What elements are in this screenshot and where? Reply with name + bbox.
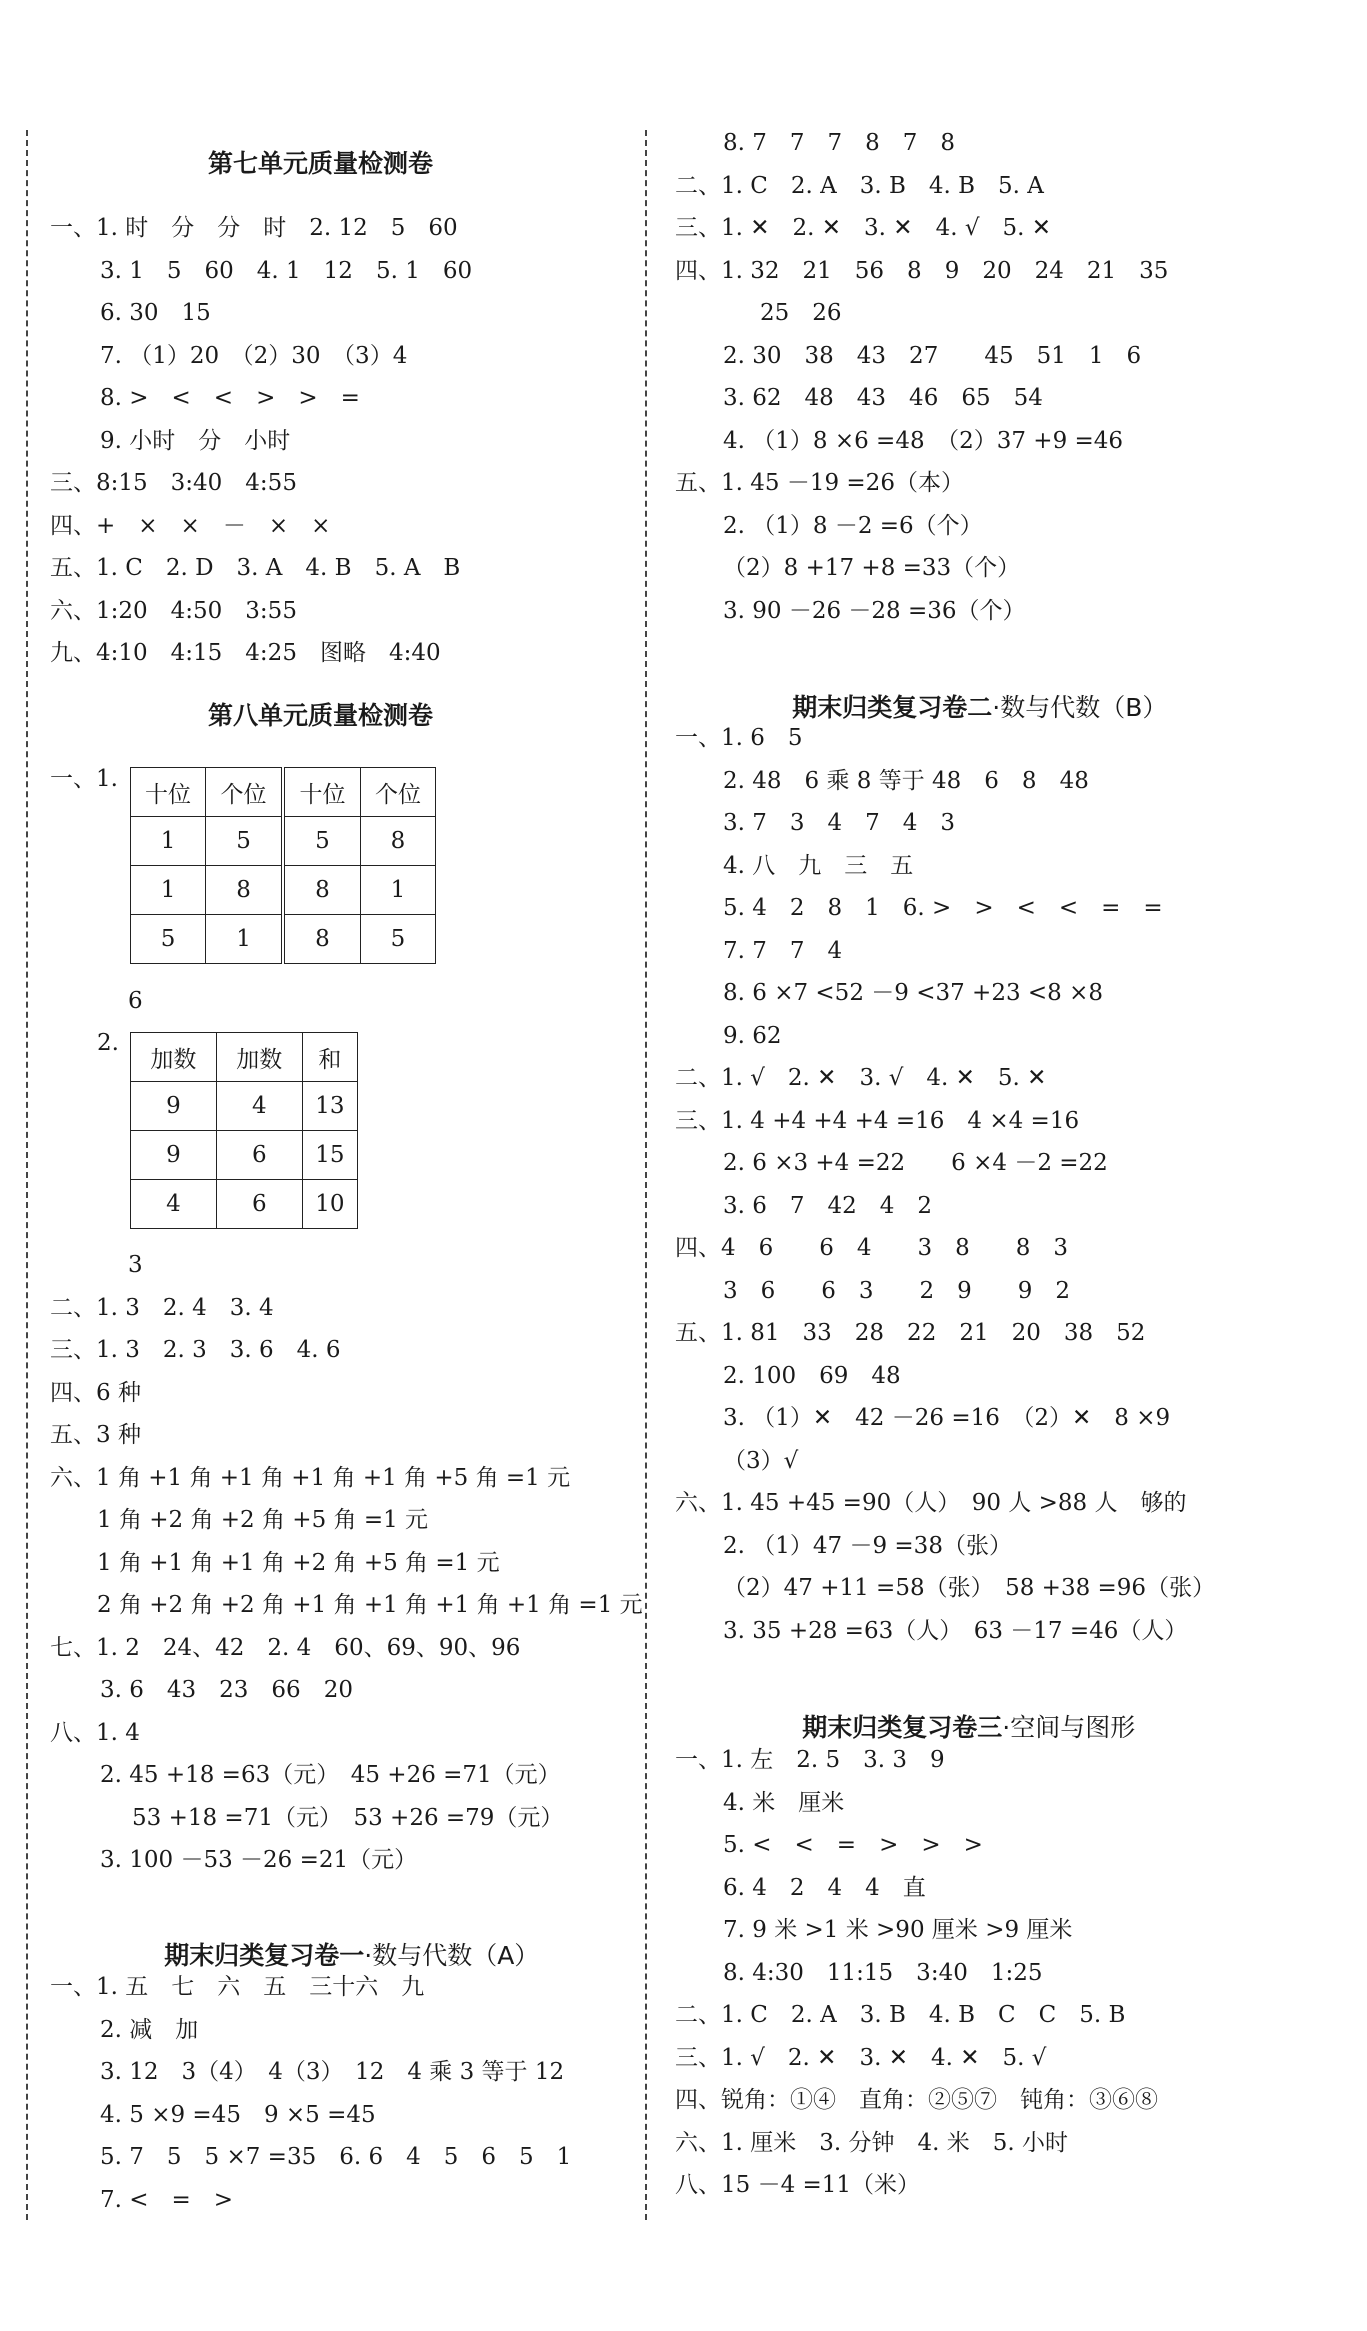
unit7-line: 6. 30 15 <box>100 300 211 326</box>
cont-line: 五、1. 45 －19 =26（本） <box>675 470 964 496</box>
review2-line: （2）47 +11 =58（张） 58 +38 =96（张） <box>723 1575 1216 1601</box>
table-cell: 4 <box>216 1082 302 1131</box>
review2-line: 四、4 6 6 4 3 8 8 3 <box>675 1235 1069 1261</box>
table-cell: 1 <box>360 866 435 915</box>
unit8-q1-label: 一、1. <box>50 766 118 792</box>
table-cell: 8 <box>360 817 435 866</box>
table-cell: 1 <box>206 915 283 964</box>
unit7-line: 7. （1）20 （2）30 （3）4 <box>100 343 408 369</box>
cont-line: 25 26 <box>760 300 842 326</box>
unit8-line: 六、1 角 +1 角 +1 角 +1 角 +1 角 +5 角 =1 元 <box>50 1465 571 1491</box>
review2-line: 六、1. 45 +45 =90（人） 90 人 >88 人 够的 <box>675 1490 1187 1516</box>
cont-line: 4. （1）8 ×6 =48 （2）37 +9 =46 <box>723 428 1124 454</box>
review3-line: 一、1. 左 2. 5 3. 3 9 <box>675 1747 945 1773</box>
table-cell: 9 <box>131 1082 217 1131</box>
table-row <box>131 915 436 964</box>
unit7-line: 三、8:15 3:40 4:55 <box>50 470 297 496</box>
table-cell: 1 <box>131 866 206 915</box>
review2-line: 2. （1）47 －9 =38（张） <box>723 1533 1012 1559</box>
unit8-title: 第八单元质量检测卷 <box>208 701 434 730</box>
table-cell: 5 <box>283 817 360 866</box>
cont-line: 2. 30 38 43 27 45 51 1 6 <box>723 343 1142 369</box>
unit7-line: 3. 1 5 60 4. 1 12 5. 1 60 <box>100 258 473 284</box>
review3-line: 八、15 －4 =11（米） <box>675 2172 921 2198</box>
review2-line: 9. 62 <box>723 1023 782 1049</box>
addition-table <box>130 1032 358 1229</box>
unit8-line: 八、1. 4 <box>50 1720 140 1746</box>
unit8-line: 2. 45 +18 =63（元） 45 +26 =71（元） <box>100 1762 561 1788</box>
table-header: 加数 <box>216 1033 302 1082</box>
review3-line: 7. 9 米 >1 米 >90 厘米 >9 厘米 <box>723 1917 1073 1943</box>
table-cell: 5 <box>206 817 283 866</box>
review1-title-main: 期末归类复习卷一 <box>164 1941 365 1970</box>
review2-line: 7. 7 7 4 <box>723 938 843 964</box>
cont-line: 四、1. 32 21 56 8 9 20 24 21 35 <box>675 258 1169 284</box>
review3-title-main: 期末归类复习卷三 <box>802 1713 1003 1742</box>
review2-title <box>740 660 1167 756</box>
unit8-line: 1 角 +1 角 +1 角 +2 角 +5 角 =1 元 <box>97 1550 500 1576</box>
review1-line: 5. 7 5 5 ×7 =35 6. 6 4 5 6 5 1 <box>100 2144 572 2170</box>
cont-line: 3. 62 48 43 46 65 54 <box>723 385 1043 411</box>
review2-line: 8. 6 ×7 <52 －9 <37 +23 <8 ×8 <box>723 980 1104 1006</box>
review2-line: （3）√ <box>723 1448 799 1474</box>
review2-line: 3. （1）✕ 42 －26 =16 （2）✕ 8 ×9 <box>723 1405 1171 1431</box>
cont-line: 三、1. ✕ 2. ✕ 3. ✕ 4. √ 5. ✕ <box>675 215 1052 241</box>
unit7-line: 一、1. 时 分 分 时 2. 12 5 60 <box>50 215 458 241</box>
table-row <box>131 866 436 915</box>
review3-line: 5. < < = > > > <box>723 1832 983 1858</box>
unit7-line: 五、1. C 2. D 3. A 4. B 5. A B <box>50 555 461 581</box>
table-cell: 4 <box>131 1180 217 1229</box>
review3-line: 二、1. C 2. A 3. B 4. B C C 5. B <box>675 2002 1126 2028</box>
review3-title-sub: ·空间与图形 <box>1002 1713 1136 1742</box>
cont-line: 2. （1）8 －2 =6（个） <box>723 513 983 539</box>
review1-line: 2. 减 加 <box>100 2017 199 2043</box>
table-header: 十位 <box>283 768 360 817</box>
review1-line: 一、1. 五 七 六 五 三十六 九 <box>50 1974 425 2000</box>
unit7-line: 9. 小时 分 小时 <box>100 428 291 454</box>
unit7-title: 第七单元质量检测卷 <box>208 149 434 178</box>
review1-line: 3. 12 3（4） 4（3） 12 4 乘 3 等于 12 <box>100 2059 565 2085</box>
review2-line: 2. 100 69 48 <box>723 1363 901 1389</box>
unit8-line: 二、1. 3 2. 4 3. 4 <box>50 1295 274 1321</box>
table-row <box>131 1180 358 1229</box>
review3-line: 8. 4:30 11:15 3:40 1:25 <box>723 1960 1043 1986</box>
unit8-line: 三、1. 3 2. 3 3. 6 4. 6 <box>50 1337 341 1363</box>
left-margin-dashed-line <box>26 130 28 2220</box>
review3-line: 6. 4 2 4 4 直 <box>723 1875 926 1901</box>
unit8-q2-extra: 3 <box>128 1252 143 1278</box>
table-cell: 9 <box>131 1131 217 1180</box>
review2-line: 2. 6 ×3 +4 =22 6 ×4 －2 =22 <box>723 1150 1108 1176</box>
review2-line: 3. 6 7 42 4 2 <box>723 1193 933 1219</box>
column-divider-dashed-line <box>645 130 647 2220</box>
table-row <box>131 817 436 866</box>
unit8-line: 53 +18 =71（元） 53 +26 =79（元） <box>132 1805 564 1831</box>
table-header: 加数 <box>131 1033 217 1082</box>
review2-title-main: 期末归类复习卷二 <box>792 693 993 722</box>
unit8-line: 四、6 种 <box>50 1380 141 1406</box>
review2-line: 3 6 6 3 2 9 9 2 <box>723 1278 1071 1304</box>
table-cell: 6 <box>216 1131 302 1180</box>
review2-line: 2. 48 6 乘 8 等于 48 6 8 48 <box>723 768 1089 794</box>
review2-line: 5. 4 2 8 1 6. > > < < = = <box>723 895 1163 921</box>
review2-line: 一、1. 6 5 <box>675 725 803 751</box>
table-cell: 6 <box>216 1180 302 1229</box>
review3-line: 4. 米 厘米 <box>723 1790 845 1816</box>
table-header: 和 <box>302 1033 357 1082</box>
table-cell: 8 <box>206 866 283 915</box>
unit7-line: 九、4:10 4:15 4:25 图略 4:40 <box>50 640 441 666</box>
cont-line: （2）8 +17 +8 =33（个） <box>723 555 1021 581</box>
review2-line: 4. 八 九 三 五 <box>723 853 914 879</box>
table-cell: 5 <box>360 915 435 964</box>
unit8-q1-extra: 6 <box>128 988 143 1014</box>
cont-line: 8. 7 7 7 8 7 8 <box>723 130 956 156</box>
unit7-line: 四、+ × × － × × <box>50 513 331 539</box>
table-cell: 13 <box>302 1082 357 1131</box>
table-header: 个位 <box>360 768 435 817</box>
unit8-line: 1 角 +2 角 +2 角 +5 角 =1 元 <box>97 1507 429 1533</box>
table-cell: 8 <box>283 866 360 915</box>
place-value-table <box>130 767 436 964</box>
unit8-line: 七、1. 2 24、42 2. 4 60、69、90、96 <box>50 1635 521 1661</box>
table-row <box>131 1082 358 1131</box>
review2-line: 3. 7 3 4 7 4 3 <box>723 810 956 836</box>
review3-line: 六、1. 厘米 3. 分钟 4. 米 5. 小时 <box>675 2130 1069 2156</box>
unit8-line: 五、3 种 <box>50 1422 141 1448</box>
review3-line: 四、锐角：①④ 直角：②⑤⑦ 钝角：③⑥⑧ <box>675 2087 1158 2113</box>
unit7-line: 六、1:20 4:50 3:55 <box>50 598 297 624</box>
table-row <box>131 1131 358 1180</box>
table-cell: 10 <box>302 1180 357 1229</box>
unit7-line: 8. > < < > > = <box>100 385 360 411</box>
review2-line: 二、1. √ 2. ✕ 3. √ 4. ✕ 5. ✕ <box>675 1065 1047 1091</box>
table-cell: 1 <box>131 817 206 866</box>
table-header: 个位 <box>206 768 283 817</box>
review2-line: 五、1. 81 33 28 22 21 20 38 52 <box>675 1320 1146 1346</box>
review1-line: 4. 5 ×9 =45 9 ×5 =45 <box>100 2102 376 2128</box>
table-cell: 15 <box>302 1131 357 1180</box>
review2-line: 3. 35 +28 =63（人） 63 －17 =46（人） <box>723 1618 1188 1644</box>
unit8-line: 2 角 +2 角 +2 角 +1 角 +1 角 +1 角 +1 角 =1 元 <box>97 1592 643 1618</box>
table-cell: 5 <box>131 915 206 964</box>
unit8-line: 3. 100 －53 －26 =21（元） <box>100 1847 418 1873</box>
unit8-line: 3. 6 43 23 66 20 <box>100 1677 353 1703</box>
review1-title-sub: ·数与代数（A） <box>364 1941 540 1970</box>
table-header: 十位 <box>131 768 206 817</box>
cont-line: 二、1. C 2. A 3. B 4. B 5. A <box>675 173 1044 199</box>
review1-line: 7. < = > <box>100 2187 234 2213</box>
table-cell: 8 <box>283 915 360 964</box>
review2-title-sub: ·数与代数（B） <box>992 693 1168 722</box>
review3-line: 三、1. √ 2. ✕ 3. ✕ 4. ✕ 5. √ <box>675 2045 1047 2071</box>
cont-line: 3. 90 －26 －28 =36（个） <box>723 598 1026 624</box>
review2-line: 三、1. 4 +4 +4 +4 =16 4 ×4 =16 <box>675 1108 1080 1134</box>
unit8-q2-label: 2. <box>97 1030 119 1056</box>
